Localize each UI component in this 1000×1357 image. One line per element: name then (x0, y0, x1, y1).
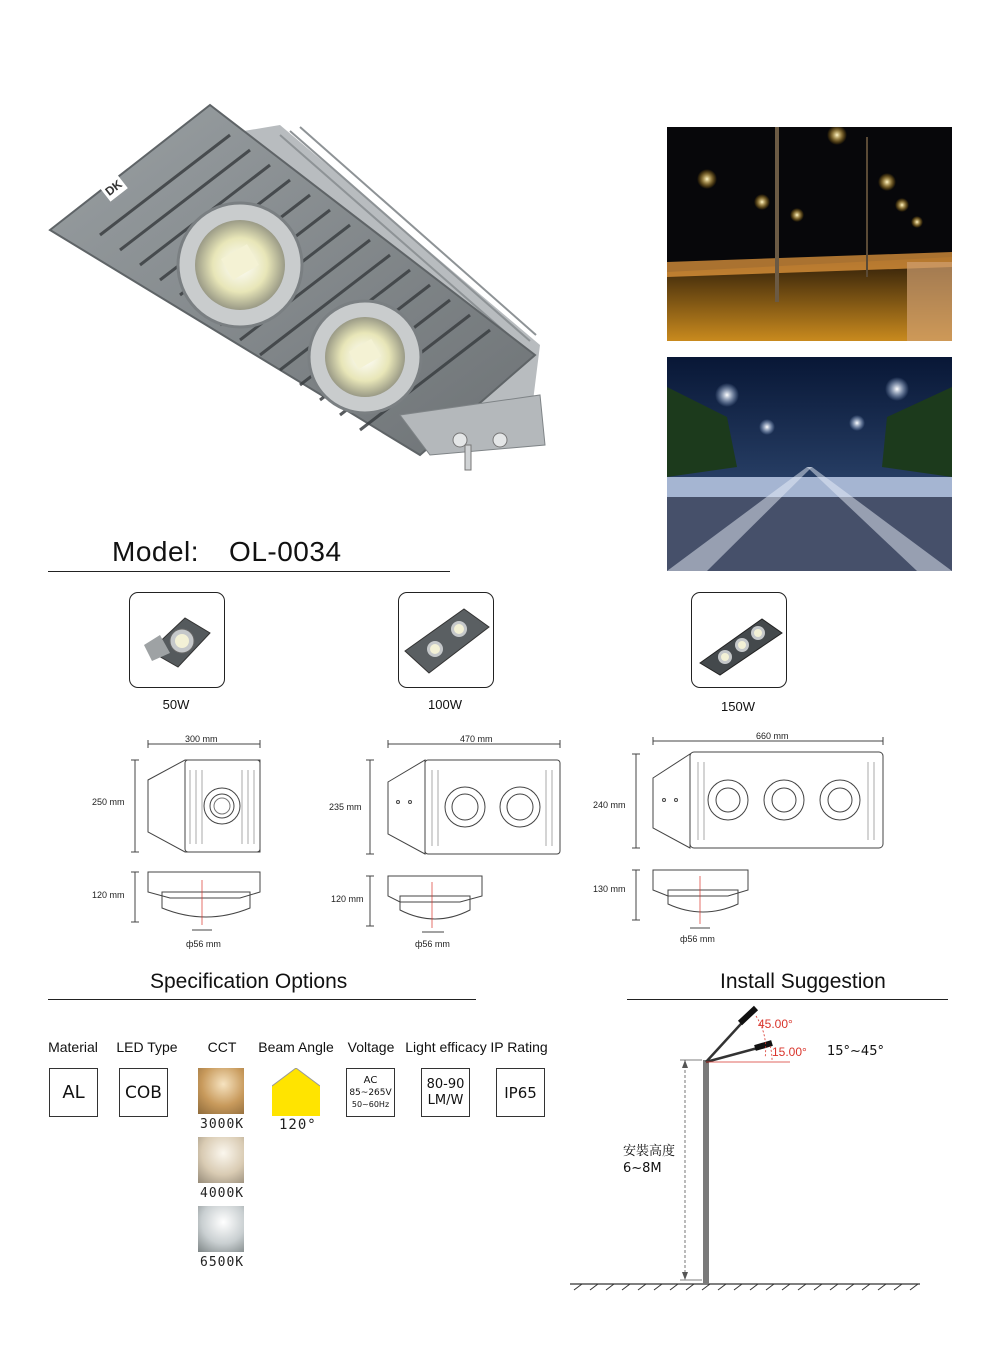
thumbnail-150w (691, 592, 787, 688)
dim-100w-depth: 120 mm (331, 894, 364, 904)
spec-title: Specification Options (150, 970, 348, 993)
model-label: Model: (112, 536, 200, 567)
dimension-drawing-150w (628, 730, 898, 960)
angle-label-15: 15.00° (772, 1045, 807, 1059)
install-height-label: 安裝高度 (623, 1144, 676, 1159)
cct-label-4000k: 4000K (200, 1186, 245, 1201)
cct-label-3000k: 3000K (200, 1117, 245, 1132)
install-height-value: 6~8M (623, 1161, 662, 1176)
beam-angle-value: 120° (279, 1117, 317, 1133)
header-cct: CCT (207, 1039, 237, 1055)
voltage-box (346, 1068, 395, 1117)
beam-angle-icon (272, 1068, 320, 1116)
thumbnail-50w (129, 592, 225, 688)
dim-50w-depth: 120 mm (92, 890, 125, 900)
dimension-drawing-50w (90, 730, 280, 960)
ip-rating-value: IP65 (504, 1083, 537, 1102)
road-photo-cool (667, 357, 952, 571)
dim-50w-width: 300 mm (185, 734, 218, 744)
road-photo-warm (667, 127, 952, 341)
efficacy-box (421, 1068, 470, 1117)
install-title: Install Suggestion (720, 970, 886, 993)
wattage-150w: 150W (721, 699, 755, 714)
angle-range: 15°~45° (827, 1044, 884, 1059)
dim-150w-depth: 130 mm (593, 884, 626, 894)
brand-logo: DK (102, 176, 125, 199)
spec-underline (48, 999, 476, 1000)
header-voltage: Voltage (347, 1039, 395, 1055)
dim-100w-diameter: ф56 mm (415, 939, 450, 949)
cct-swatch-4000k (198, 1137, 244, 1183)
model-underline (48, 571, 450, 572)
dim-150w-width: 660 mm (756, 731, 789, 741)
product-hero-image (40, 95, 560, 475)
install-diagram (560, 1000, 940, 1300)
dimension-drawing-100w (360, 730, 580, 960)
dim-50w-height: 250 mm (92, 797, 125, 807)
dim-100w-width: 470 mm (460, 734, 493, 744)
dim-150w-diameter: ф56 mm (680, 934, 715, 944)
model-number: OL-0034 (229, 536, 342, 567)
thumbnail-100w (398, 592, 494, 688)
wattage-50w: 50W (162, 697, 190, 712)
dim-50w-diameter: ф56 mm (186, 939, 221, 949)
cct-swatch-3000k (198, 1068, 244, 1114)
ip-rating-box (496, 1068, 545, 1117)
led-type-value: COB (125, 1082, 162, 1103)
cct-swatch-6500k (198, 1206, 244, 1252)
header-beam-angle: Beam Angle (258, 1039, 334, 1055)
voltage-line3: 50~60Hz (351, 1099, 390, 1109)
header-ip-rating: IP Rating (490, 1039, 548, 1055)
angle-label-45: 45.00° (758, 1017, 793, 1031)
efficacy-line2: LM/W (427, 1092, 464, 1108)
cct-label-6500k: 6500K (200, 1255, 245, 1270)
header-light-efficacy: Light efficacy (405, 1039, 487, 1055)
voltage-line1: AC (363, 1074, 378, 1086)
wattage-100w: 100W (428, 697, 462, 712)
material-box (49, 1068, 98, 1117)
dim-100w-height: 235 mm (329, 802, 362, 812)
header-led-type: LED Type (116, 1039, 178, 1055)
material-value: AL (62, 1082, 85, 1103)
model-heading (112, 536, 342, 568)
efficacy-line1: 80-90 (426, 1076, 465, 1092)
voltage-line2: 85~265V (349, 1087, 392, 1098)
dim-150w-height: 240 mm (593, 800, 626, 810)
led-type-box (119, 1068, 168, 1117)
header-material: Material (48, 1039, 98, 1055)
